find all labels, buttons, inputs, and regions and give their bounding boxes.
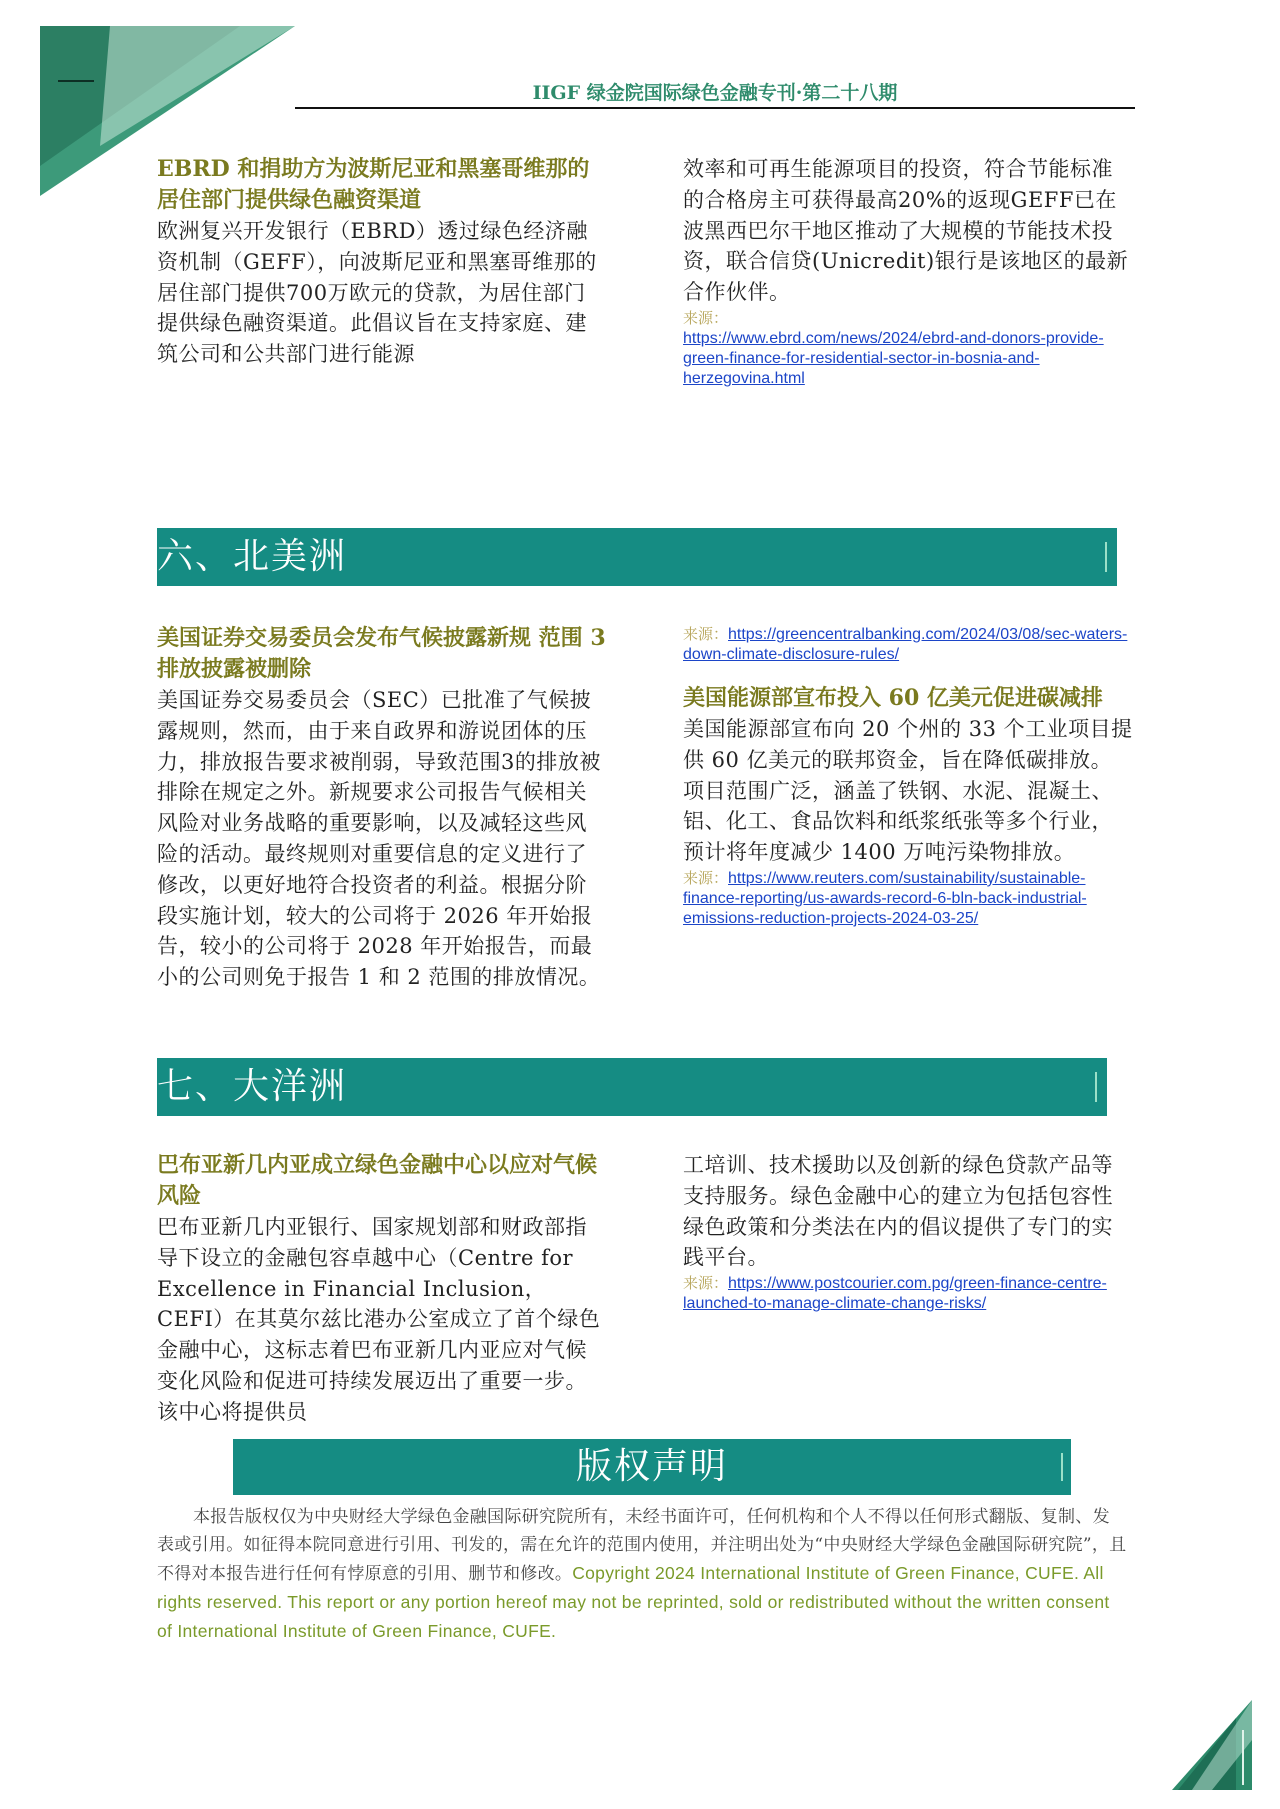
article-body: 效率和可再生能源项目的投资，符合节能标准的合格房主可获得最高20%的返现GEFF已在波黑西巴尔干地区推动了大规模的节能技术投资，联合信贷(Unicredit)银行是该地区的最新合作伙伴。 <box>683 157 1129 305</box>
article-body: 巴布亚新几内亚银行、国家规划部和财政部指导下设立的金融包容卓越中心（Centre for Excellence in Financial Inclusion，CEFI）在其莫尔兹比港办公室成立了首个绿色金融中心，这标志着巴布亚新几内亚应对气候变化风险和促进可持续发展迈出了重要一步。该中心将提供员 <box>157 1215 601 1424</box>
copyright-text-cn: 本报告版权仅为中央财经大学绿色金融国际研究院所有，未经书面许可，任何机构和个人不得以任何形式翻版、复制、发表或引用。如征得本院同意进行引用、刊发的，需在允许的范围内使用，并注明出处为“中央财经大学绿色金融国际研究院”，且不得对本报告进行任何有悖原意的引用、删节和修改。 <box>157 1507 1127 1584</box>
copyright-text-en: Copyright 2024 International Institute of Green Finance, CUFE. All rights reserved. This report or any portion hereof may not be reprinted, sold or redistributed without the written consent of International Institute of Green Finance, CUFE. <box>157 1563 1110 1641</box>
source-label: 来源： <box>683 868 729 887</box>
copyright-heading-text: 版权声明 <box>575 1446 728 1487</box>
section-tick-decoration <box>1061 1453 1063 1481</box>
article-title: EBRD 和捐助方为波斯尼亚和黑塞哥维那的居住部门提供绿色融资渠道 <box>157 156 590 213</box>
article-doe <box>683 683 1133 929</box>
article-body: 美国证券交易委员会（SEC）已批准了气候披露规则，然而，由于来自政界和游说团体的压力，排放报告要求被削弱，导致范围3的排放被排除在规定之外。新规要求公司报告气候相关风险对业务战略的重要影响，以及减轻这些风险的活动。最终规则对重要信息的定义进行了修改，以更好地符合投资者的利益。根据分阶段实施计划，较大的公司将于 2026 年开始报告，较小的公司将于 2028 年开始报告，而最小的公司则免于报告 1 和 2 范围的排放情况。 <box>157 688 601 990</box>
header-title: IIGF 绿金院国际绿色金融专刊·第二十八期 <box>532 82 898 104</box>
section-tick-decoration <box>1105 542 1107 572</box>
article-png-left <box>157 1150 607 1428</box>
corner-decoration-bottom-right <box>1172 1700 1252 1790</box>
article-sec <box>157 623 607 993</box>
section-heading-north-america <box>157 528 1117 586</box>
article-title: 美国能源部宣布投入 60 亿美元促进碳减排 <box>683 685 1103 711</box>
source-line <box>683 1273 1133 1314</box>
article-title: 巴布亚新几内亚成立绿色金融中心以应对气候风险 <box>157 1152 598 1209</box>
source-link[interactable]: https://www.reuters.com/sustainability/sustainable-finance-reporting/us-awards-record-6-bln-back-industrial-emissions-reduction-projects-2024-03-25/ <box>683 869 1087 927</box>
copyright-text <box>157 1503 1127 1646</box>
article-sec-source <box>683 624 1133 665</box>
source-link[interactable]: https://greencentralbanking.com/2024/03/08/sec-waters-down-climate-disclosure-rules/ <box>683 626 1128 663</box>
article-body: 工培训、技术援助以及创新的绿色贷款产品等支持服务。绿色金融中心的建立为包括包容性绿色政策和分类法在内的倡议提供了专门的实践平台。 <box>683 1153 1113 1270</box>
article-body: 欧洲复兴开发银行（EBRD）透过绿色经济融资机制（GEFF），向波斯尼亚和黑塞哥维那的居住部门提供700万欧元的贷款，为居住部门提供绿色融资渠道。此倡议旨在支持家庭、建筑公司和公共部门进行能源 <box>157 219 597 367</box>
source-label: 来源： <box>683 625 729 643</box>
header-rule <box>295 107 1135 109</box>
source-line <box>683 624 1133 665</box>
article-png-right <box>683 1150 1133 1314</box>
section-tick-decoration <box>1095 1072 1097 1102</box>
copyright-heading <box>233 1439 1071 1495</box>
article-ebrd-left <box>157 154 607 370</box>
source-line <box>683 308 1133 389</box>
section-heading-oceania <box>157 1058 1107 1116</box>
article-body: 美国能源部宣布向 20 个州的 33 个工业项目提供 60 亿美元的联邦资金，旨在降低碳排放。项目范围广泛，涵盖了铁钢、水泥、混凝土、铝、化工、食品饮料和纸浆纸张等多个行业，预计将年度减少 1400 万吨污染物排放。 <box>683 717 1133 865</box>
article-title: 美国证券交易委员会发布气候披露新规 范围 3 排放披露被删除 <box>157 625 606 682</box>
source-line <box>683 868 1133 929</box>
source-link[interactable]: https://www.ebrd.com/news/2024/ebrd-and-donors-provide-green-finance-for-residential-sector-in-bosnia-and-herzegovina.html <box>683 329 1104 387</box>
article-ebrd-right <box>683 154 1133 389</box>
source-label: 来源： <box>683 308 729 327</box>
section-heading-text: 七、大洋洲 <box>157 1066 348 1107</box>
source-label: 来源： <box>683 1274 729 1293</box>
section-heading-text: 六、北美洲 <box>157 536 348 577</box>
source-link[interactable]: https://www.postcourier.com.pg/green-finance-centre-launched-to-manage-climate-change-risks/ <box>683 1275 1107 1313</box>
